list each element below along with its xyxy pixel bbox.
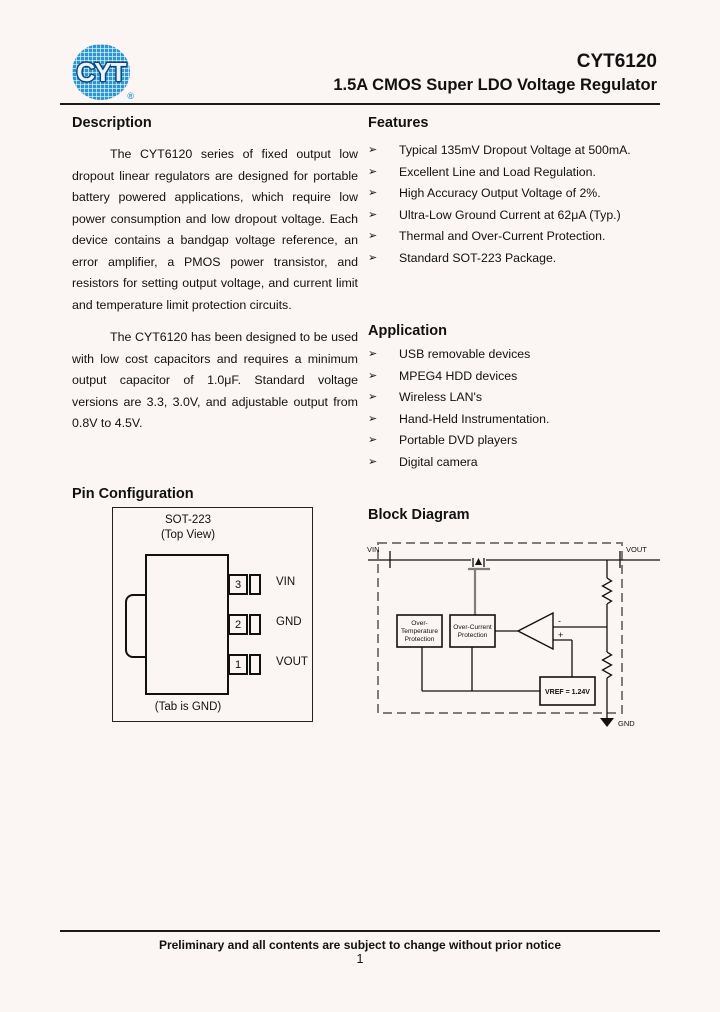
pin-configuration-heading: Pin Configuration (72, 486, 194, 502)
arrow-bullet-icon: ➢ (368, 187, 378, 199)
application-heading: Application (368, 323, 447, 339)
resistor-icon (603, 652, 612, 678)
application-text: MPEG4 HDD devices (399, 368, 518, 383)
features-list (368, 140, 663, 269)
title-block (60, 50, 657, 96)
list-item (368, 140, 663, 162)
arrow-bullet-icon: ➢ (368, 251, 378, 264)
description-heading: Description (72, 115, 152, 131)
application-text: USB removable devices (399, 347, 531, 361)
pin-pad-2 (249, 614, 261, 635)
vin-label: VIN (367, 545, 380, 554)
description-body (72, 144, 358, 446)
resistor-divider (603, 560, 612, 718)
over-current-label-line2: Protection (457, 632, 488, 639)
over-temp-label-line1: Over- (411, 620, 428, 627)
block-diagram-heading: Block Diagram (368, 507, 470, 523)
pin-label-vout: VOUT (276, 656, 308, 668)
arrow-bullet-icon: ➢ (368, 348, 378, 360)
list-item (368, 248, 663, 270)
application-list (368, 344, 663, 473)
list-item (368, 409, 663, 431)
header-rule (60, 103, 660, 105)
gnd-label: GND (618, 719, 635, 728)
pin-number-2: 2 (228, 614, 248, 635)
description-paragraph-1: The CYT6120 series of fixed output low dropout linear regulators are designed for portable battery powered applications, which require low power consumption and low dropout voltage. Each device contains a bandgap voltage reference, an error amplifier, a PMOS power transistor, and resistors for setting output voltage, and current limit and temperature limit protection circuits. (72, 147, 358, 312)
feature-text: Ultra-Low Ground Current at 62μA (Typ.) (399, 207, 621, 222)
resistor-icon (603, 578, 612, 604)
registered-trademark-icon: ® (127, 91, 134, 101)
vout-label: VOUT (626, 545, 647, 554)
features-heading: Features (368, 115, 429, 131)
application-text: Hand-Held Instrumentation. (399, 411, 550, 426)
plus-input-label: + (558, 630, 564, 640)
description-paragraph-2: The CYT6120 has been designed to be used with low cost capacitors and requires a minimum output capacitor of 1.0μF. Standard voltage versions are 3.3, 3.0V, and adjustable output from 0.8V to 4.5V. (72, 330, 358, 430)
package-name: SOT-223 (164, 514, 212, 526)
list-item (368, 162, 663, 184)
feature-text: Excellent Line and Load Regulation. (399, 164, 596, 179)
application-text: Wireless LAN's (399, 390, 482, 404)
application-text: Digital camera (399, 454, 478, 469)
ground-icon (600, 718, 614, 727)
arrow-bullet-icon: ➢ (368, 412, 378, 425)
list-item (368, 387, 663, 409)
list-item (368, 366, 663, 388)
part-number-title: CYT6120 (576, 51, 657, 72)
footer-rule (60, 930, 660, 932)
document-subtitle: 1.5A CMOS Super LDO Voltage Regulator (333, 76, 657, 94)
list-item (368, 226, 663, 248)
arrow-bullet-icon: ➢ (368, 369, 378, 382)
over-current-label-line1: Over-Current (453, 624, 492, 631)
package-body (145, 554, 229, 695)
feature-text: Typical 135mV Dropout Voltage at 500mA. (399, 143, 631, 157)
application-text: Portable DVD players (399, 433, 518, 447)
arrow-bullet-icon: ➢ (368, 144, 378, 156)
arrow-bullet-icon: ➢ (368, 230, 378, 242)
over-temp-label-line2: Temperature (400, 628, 439, 635)
arrow-bullet-icon: ➢ (368, 165, 378, 178)
arrow-bullet-icon: ➢ (368, 391, 378, 403)
logo-text: CYT (76, 56, 126, 87)
list-item (368, 430, 663, 452)
tab-note: (Tab is GND) (154, 701, 222, 713)
minus-input-label: - (558, 616, 561, 626)
footer-notice: Preliminary and all contents are subject to change without prior notice (158, 938, 562, 952)
package-view-label: (Top View) (160, 529, 216, 541)
feature-text: Thermal and Over-Current Protection. (399, 229, 606, 243)
arrow-bullet-icon: ➢ (368, 208, 378, 221)
block-diagram (365, 538, 665, 738)
error-amplifier-icon (518, 613, 553, 649)
arrow-bullet-icon: ➢ (368, 455, 378, 468)
list-item (368, 205, 663, 227)
pin-label-gnd: GND (276, 616, 302, 628)
feature-text: Standard SOT-223 Package. (399, 250, 557, 265)
arrow-bullet-icon: ➢ (368, 434, 378, 446)
page-number: 1 (356, 952, 364, 966)
pin-pad-1 (249, 654, 261, 675)
pin-label-vin: VIN (276, 576, 296, 588)
list-item (368, 183, 663, 205)
list-item (368, 344, 663, 366)
over-current-block (450, 615, 495, 647)
list-item (368, 452, 663, 474)
over-temp-label-line3: Protection (404, 636, 435, 643)
pin-number-3: 3 (228, 574, 248, 595)
pin-configuration-diagram (112, 507, 313, 722)
pin-pad-3 (249, 574, 261, 595)
pin-number-1: 1 (228, 654, 248, 675)
vref-label: VREF = 1.24V (545, 689, 590, 696)
pmos-transistor-icon (468, 558, 490, 615)
feature-text: High Accuracy Output Voltage of 2%. (399, 186, 601, 200)
